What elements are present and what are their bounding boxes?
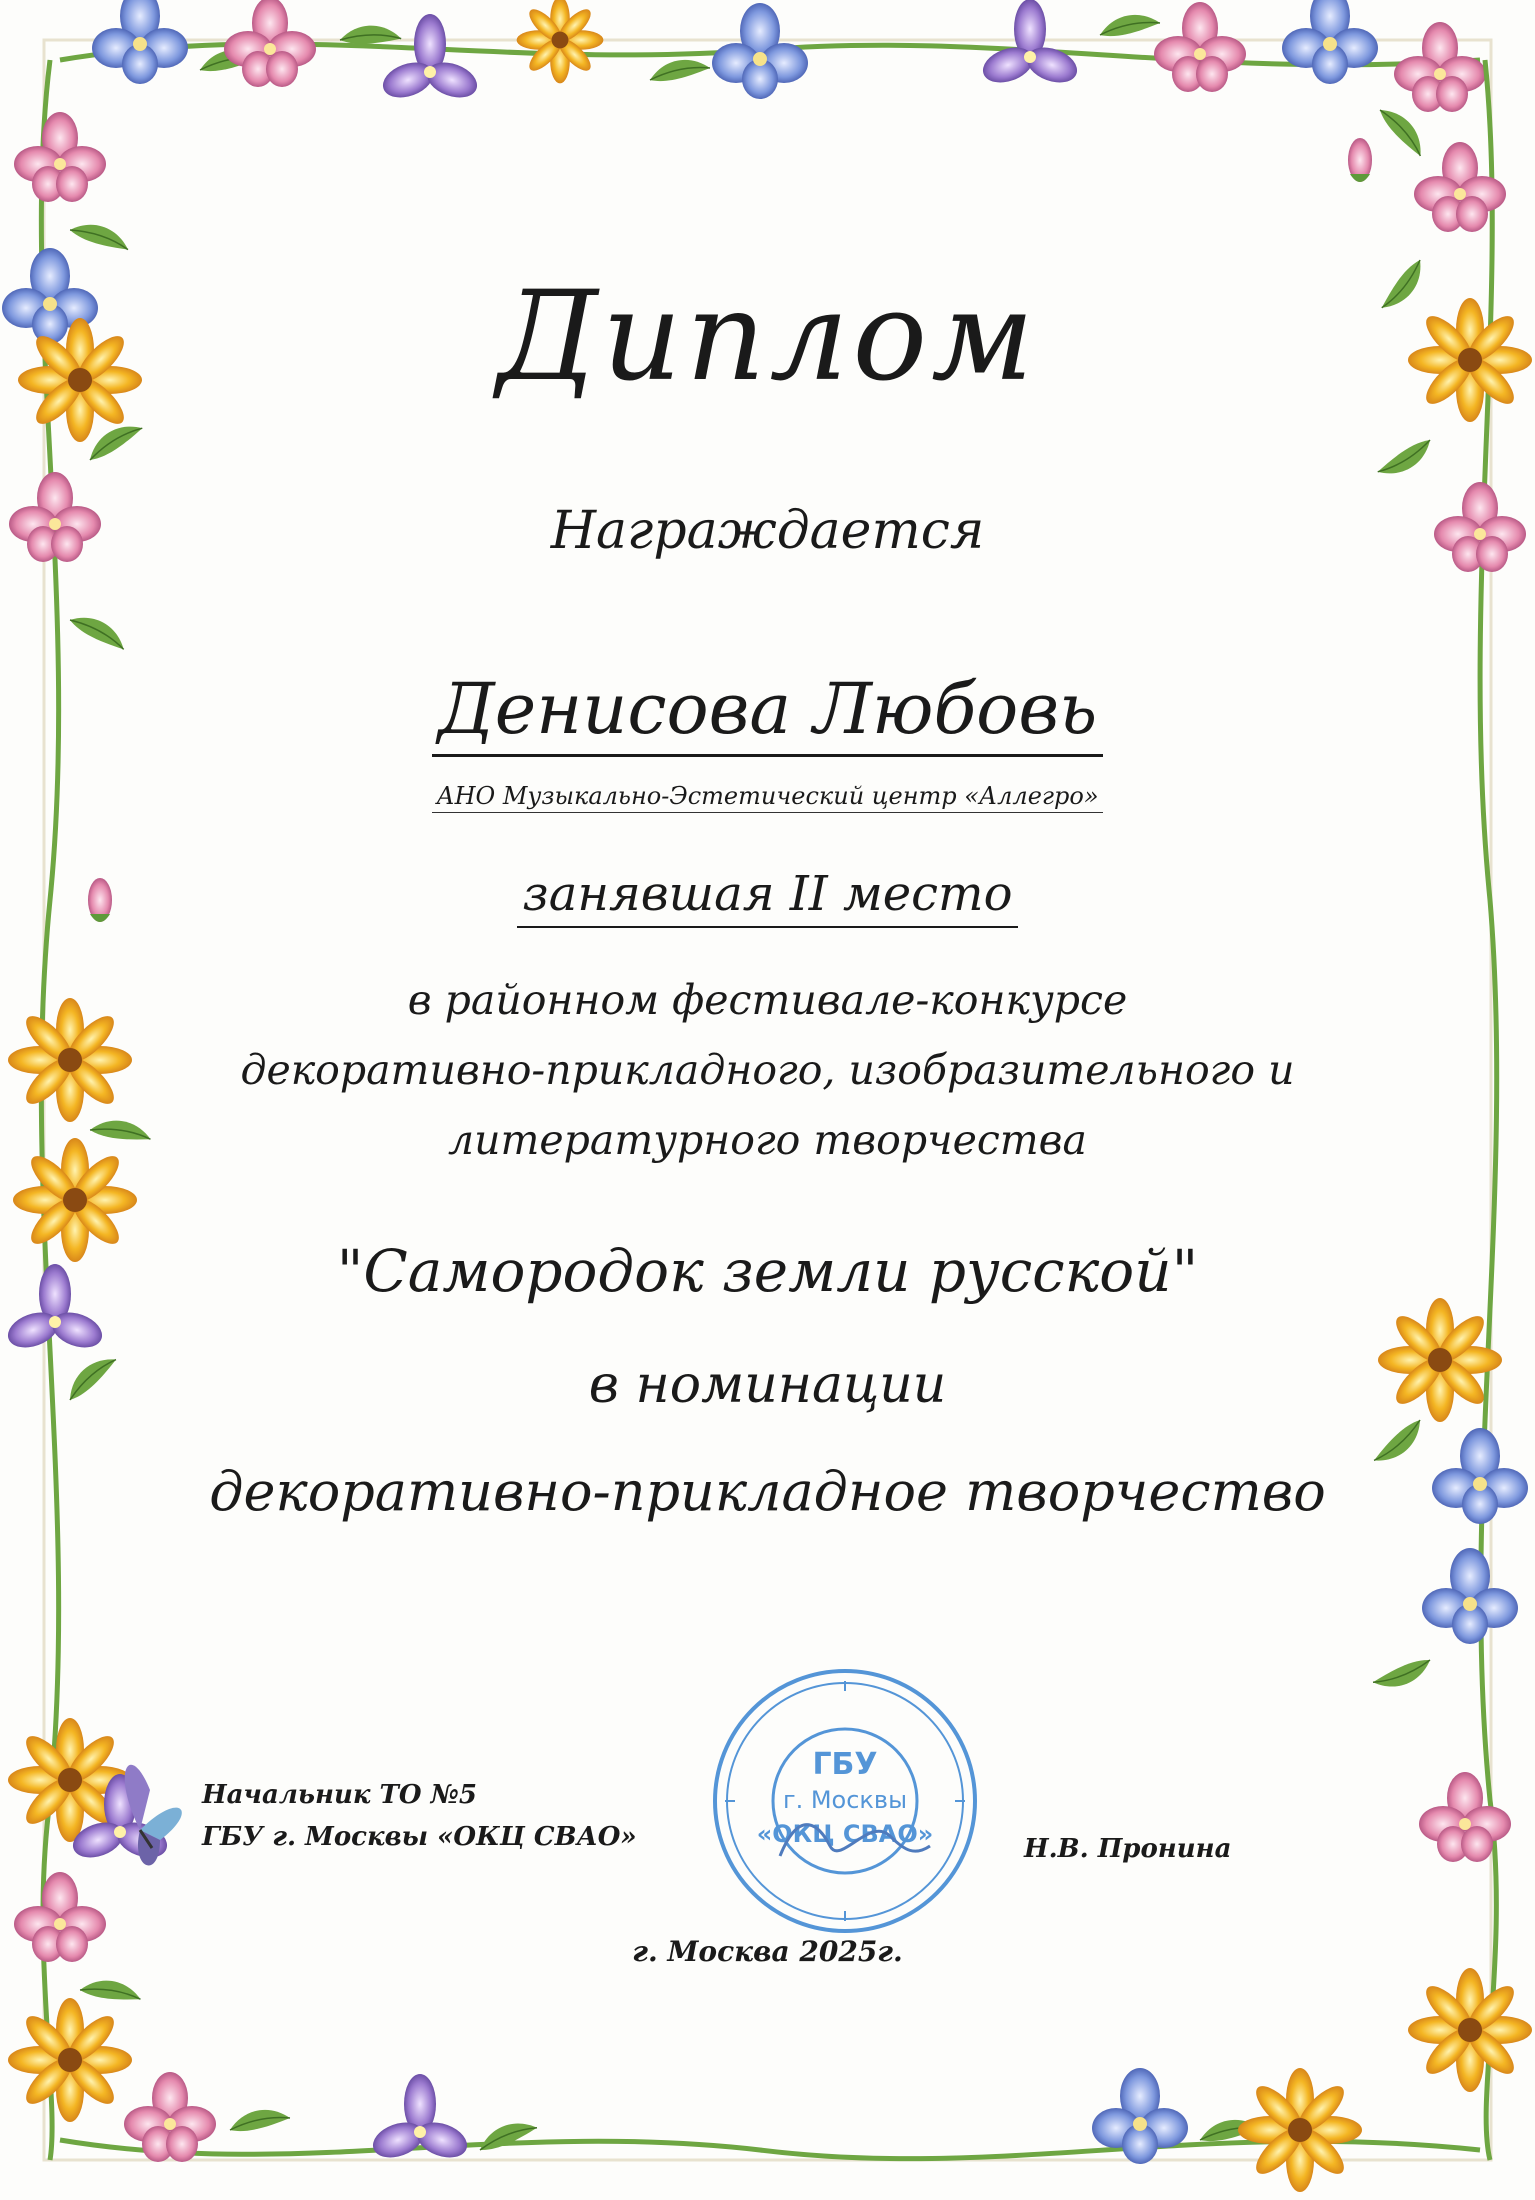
diploma-title: Диплом <box>497 265 1038 409</box>
city-year: г. Москва 2025г. <box>632 1935 903 1968</box>
nomination-name: декоративно-прикладное творчество <box>209 1460 1326 1523</box>
place-row <box>0 862 1535 928</box>
stamp-center-line-3: «ОКЦ СВАО» <box>756 1820 934 1848</box>
recipient-name: Денисова Любовь <box>432 666 1103 757</box>
stamp-center-line-1: ГБУ <box>812 1747 878 1782</box>
description-line-3: литературного творчества <box>448 1116 1087 1164</box>
signatory-position-line-2: ГБУ г. Москвы «ОКЦ СВАО» <box>202 1822 637 1852</box>
nomination-label: в номинации <box>588 1355 947 1415</box>
official-stamp <box>700 1656 990 1946</box>
top-garland <box>60 0 1486 182</box>
signatory-position-line-1: Начальник ТО №5 <box>202 1780 477 1810</box>
organization-row <box>0 780 1535 813</box>
signatory-name: Н.В. Пронина <box>1024 1834 1232 1864</box>
recipient-row <box>0 666 1535 757</box>
organization-name: АНО Музыкально-Эстетический центр «Аллегро» <box>432 780 1102 813</box>
stamp-center-line-2: г. Москвы <box>782 1786 908 1814</box>
contest-name: "Самородок земли русской" <box>336 1237 1199 1305</box>
bottom-garland <box>60 2068 1480 2192</box>
description-line-1: в районном фестивале-конкурсе <box>407 976 1128 1024</box>
description-line-2: декоративно-прикладного, изобразительного и <box>240 1046 1295 1094</box>
place-award: занявшая II место <box>517 862 1019 928</box>
awarded-line: Награждается <box>550 501 985 561</box>
